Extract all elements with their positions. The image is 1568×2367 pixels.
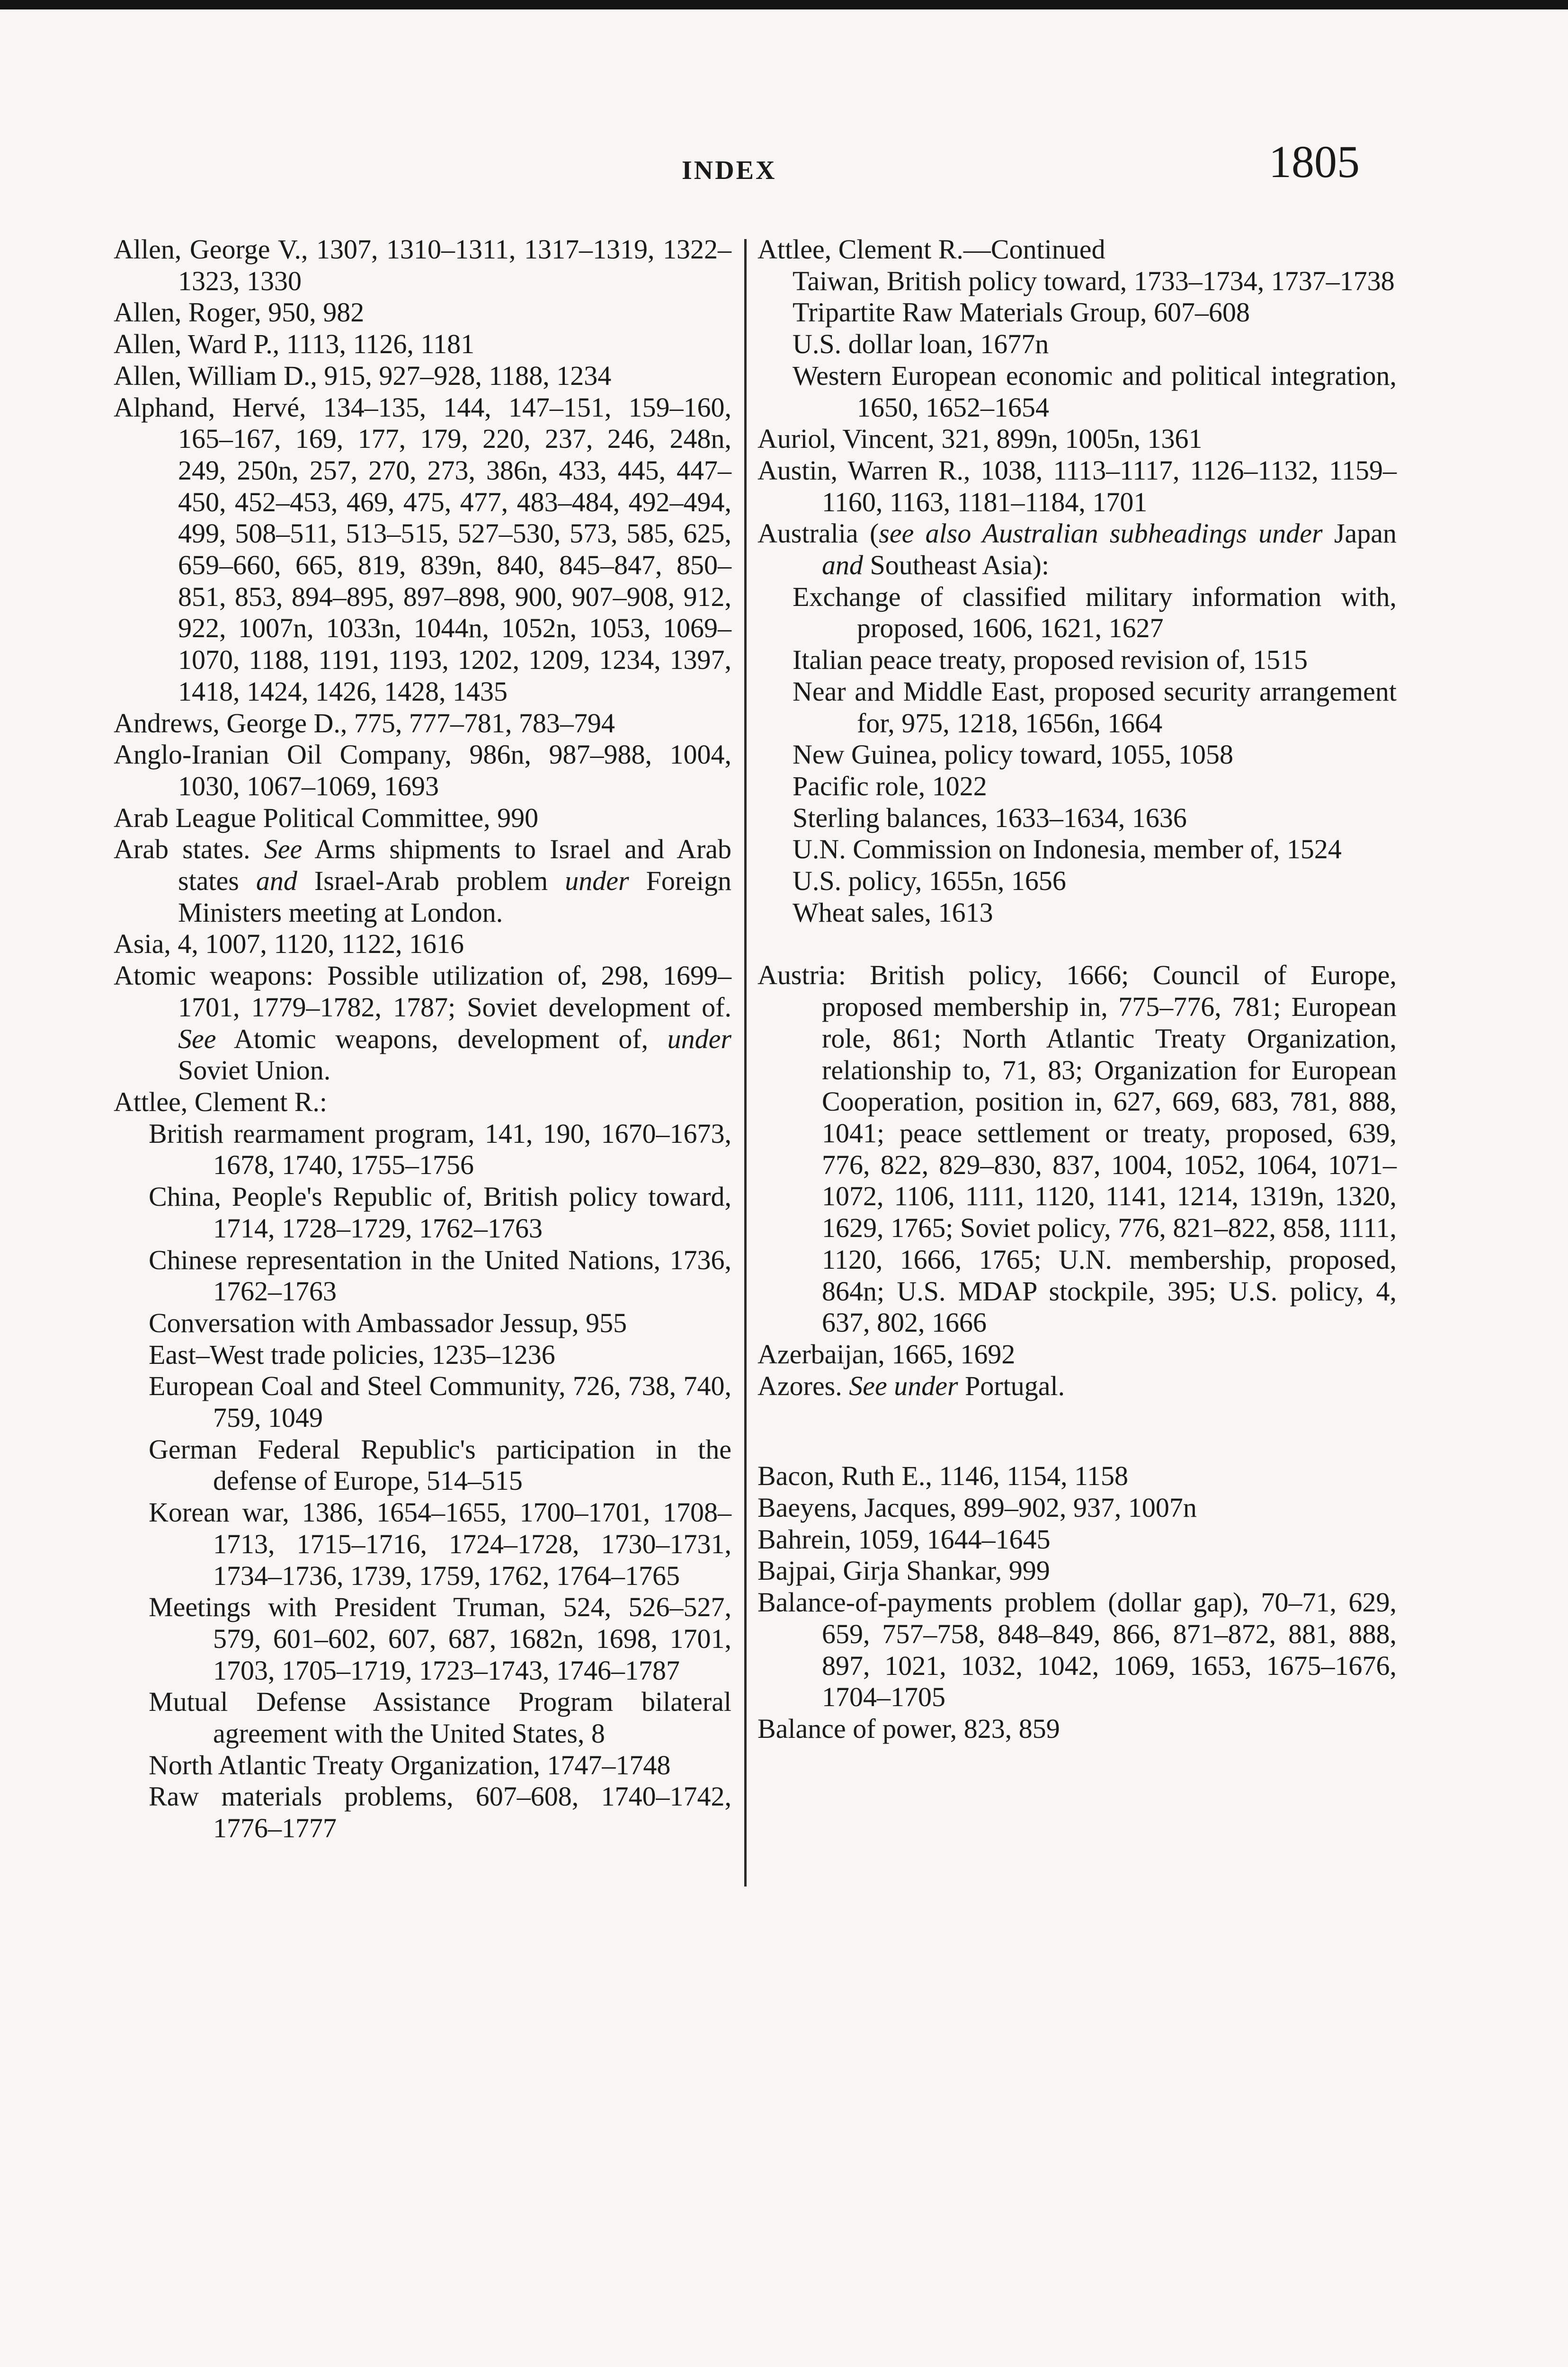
index-entry: Austria: British policy, 1666; Council of Europe, proposed membership in, 775–776, 781; European role, 861; North Atlantic Treaty Organization, relationship to, 71, 83; Organization for European Cooperation, position in, 627, 669, 683, 781, 888, 1041; peace settlement or treaty, proposed, 639, 776, 822, 829–830, 837, 1004, 1052, 1064, 1071–1072, 1106, 1111, 1120, 1141, 1214, 1319n, 1320, 1629, 1765; Soviet policy, 776, 821–822, 858, 1111, 1120, 1666, 1765; U.N. membership, proposed, 864n; U.S. MDAP stockpile, 395; U.S. policy, 4, 637, 802, 1666 [757,960,1397,1338]
index-subentry: Sterling balances, 1633–1634, 1636 [793,802,1187,833]
left-column [114,234,731,1844]
entry-text: Foreign Ministers meeting at London. [178,865,732,928]
column-divider [744,239,747,1886]
spacer [757,928,1397,960]
entry-text: Japan [1334,518,1397,549]
page-top-edge [0,0,1568,9]
index-subentry: Near and Middle East, proposed security arrangement for, 975, 1218, 1656n, 1664 [793,676,1397,739]
cross-ref: See under [849,1370,958,1401]
index-entry: Azerbaijan, 1665, 1692 [757,1338,1016,1370]
entry-text: Soviet Union. [178,1055,331,1086]
index-entry [757,1370,1397,1402]
index-entry: Austin, Warren R., 1038, 1113–1117, 1126–1132, 1159–1160, 1163, 1181–1184, 1701 [757,454,1397,517]
spacer [757,1402,1397,1460]
index-subentry: New Guinea, policy toward, 1055, 1058 [793,739,1234,770]
index-subentry: Pacific role, 1022 [793,770,987,801]
index-subentry: Italian peace treaty, proposed revision of, 1515 [793,644,1308,676]
index-entry: Balance of power, 823, 859 [757,1713,1060,1744]
right-column [757,234,1397,1745]
index-entry: Balance-of-payments problem (dollar gap), 70–71, 629, 659, 757–758, 848–849, 866, 871–872, 881, 888, 897, 1021, 1032, 1042, 1069, 1653, 1675–1676, 1704–1705 [757,1587,1397,1713]
cross-ref: and [822,550,863,581]
entry-text: Australia ( [757,518,879,549]
index-subentry: U.N. Commission on Indonesia, member of, 1524 [793,834,1342,865]
cross-ref: See [264,834,303,865]
index-entry: Allen, William D., 915, 927–928, 1188, 1234 [114,360,612,391]
index-subentry: British rearmament program, 141, 190, 1670–1673, 1678, 1740, 1755–1756 [149,1118,731,1181]
index-subentry: U.S. dollar loan, 1677n [793,329,1049,360]
index-subentry: Chinese representation in the United Nations, 1736, 1762–1763 [149,1244,731,1307]
cross-ref: See [178,1023,216,1054]
index-entry [114,834,731,928]
index-entry: Attlee, Clement R.: [114,1086,328,1117]
index-subentry: Mutual Defense Assistance Program bilateral agreement with the United States, 8 [149,1686,731,1749]
entry-text: Atomic weapons, development of, [233,1023,649,1054]
index-entry: Baeyens, Jacques, 899–902, 937, 1007n [757,1492,1197,1523]
index-entry: Bacon, Ruth E., 1146, 1154, 1158 [757,1460,1128,1492]
index-entry: Attlee, Clement R.—Continued [757,234,1105,265]
index-entry: Asia, 4, 1007, 1120, 1122, 1616 [114,928,464,960]
index-subentry: Korean war, 1386, 1654–1655, 1700–1701, 1708–1713, 1715–1716, 1724–1728, 1730–1731, 1734–1736, 1739, 1759, 1762, 1764–1765 [149,1497,731,1591]
index-entry: Anglo-Iranian Oil Company, 986n, 987–988, 1004, 1030, 1067–1069, 1693 [114,739,731,801]
index-subentry: Tripartite Raw Materials Group, 607–608 [793,297,1250,328]
index-entry: Allen, Ward P., 1113, 1126, 1181 [114,329,475,360]
cross-ref: see also Australian subheadings under [879,518,1323,549]
index-entry: Andrews, George D., 775, 777–781, 783–794 [114,707,615,739]
entry-text: Southeast Asia): [870,550,1050,581]
index-entry: Bahrein, 1059, 1644–1645 [757,1523,1051,1555]
index-subentry: East–West trade policies, 1235–1236 [149,1339,555,1370]
index-subentry: European Coal and Steel Community, 726, 738, 740, 759, 1049 [149,1370,731,1433]
index-subentry: North Atlantic Treaty Organization, 1747–1748 [149,1749,671,1780]
index-entry [114,960,731,1086]
index-subentry: China, People's Republic of, British policy toward, 1714, 1728–1729, 1762–1763 [149,1181,731,1244]
index-entry: Arab League Political Committee, 990 [114,802,539,833]
index-entry: Auriol, Vincent, 321, 899n, 1005n, 1361 [757,423,1203,454]
entry-text: Arms shipments to Israel and Arab states [178,834,732,897]
index-entry: Allen, Roger, 950, 982 [114,297,365,328]
index-subentry: German Federal Republic's participation in the defense of Europe, 514–515 [149,1433,731,1496]
index-entry [757,518,1397,581]
entry-text: Atomic weapons: Possible utilization of, 298, 1699–1701, 1779–1782, 1787; Soviet development of. [114,960,731,1023]
index-subentry: Exchange of classified military information with, proposed, 1606, 1621, 1627 [793,581,1397,644]
index-subentry: Wheat sales, 1613 [793,897,993,928]
index-subentry: U.S. policy, 1655n, 1656 [793,865,1066,897]
cross-ref: under [667,1023,731,1054]
entry-text: Arab states. [114,834,250,865]
index-subentry: Western European economic and political integration, 1650, 1652–1654 [793,360,1397,423]
page-number: 1805 [1269,136,1360,187]
index-subentry: Meetings with President Truman, 524, 526–527, 579, 601–602, 607, 687, 1682n, 1698, 1701, 1703, 1705–1719, 1723–1743, 1746–1787 [149,1592,731,1686]
cross-ref: under [565,865,629,897]
index-entry: Alphand, Hervé, 134–135, 144, 147–151, 159–160, 165–167, 169, 177, 179, 220, 237, 246, 248n, 249, 250n, 257, 270, 273, 386n, 433, 445, 447–450, 452–453, 469, 475, 477, 483–484, 492–494, 499, 508–511, 513–515, 527–530, 573, 585, 625, 659–660, 665, 819, 839n, 840, 845–847, 850–851, 853, 894–895, 897–898, 900, 907–908, 912, 922, 1007n, 1033n, 1044n, 1052n, 1053, 1069–1070, 1188, 1191, 1193, 1202, 1209, 1234, 1397, 1418, 1424, 1426, 1428, 1435 [114,392,731,707]
cross-ref: and [256,865,297,897]
running-head: INDEX [682,156,777,185]
index-subentry: Conversation with Ambassador Jessup, 955 [149,1307,627,1338]
entry-text: Portugal. [965,1370,1065,1401]
index-subentry: Raw materials problems, 607–608, 1740–1742, 1776–1777 [149,1781,731,1844]
index-entry: Bajpai, Girja Shankar, 999 [757,1555,1050,1586]
index-subentry: Taiwan, British policy toward, 1733–1734, 1737–1738 [793,265,1395,296]
entry-text: Israel-Arab problem [314,865,548,897]
entry-text: Azores. [757,1370,842,1401]
index-entry: Allen, George V., 1307, 1310–1311, 1317–1319, 1322–1323, 1330 [114,234,731,296]
